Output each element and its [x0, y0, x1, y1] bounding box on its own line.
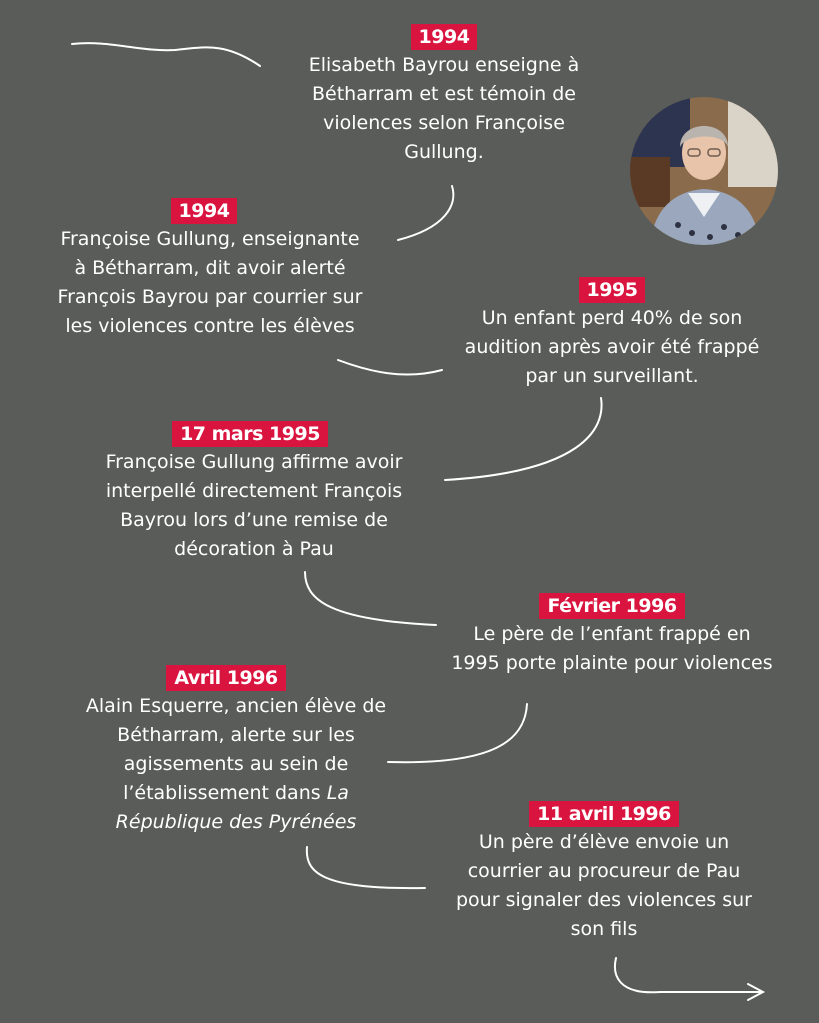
connector-6	[307, 847, 425, 888]
event-description: Un père d’élève envoie un courrier au procureur de Pau pour signaler des violences sur son fils	[456, 831, 752, 940]
event-11-avril-1996	[422, 801, 786, 944]
event-description: Un enfant perd 40% de son audition après avoir été frappé par un surveillant.	[464, 307, 760, 387]
portrait-photo	[630, 97, 778, 245]
connector-4	[305, 572, 436, 625]
date-badge: 1994	[411, 24, 478, 50]
event-1994-gullung-letter	[28, 198, 392, 341]
date-badge: 1995	[579, 277, 646, 303]
connector-start	[72, 43, 260, 66]
date-badge: 11 avril 1996	[529, 801, 679, 827]
date-badge: 1994	[171, 198, 238, 224]
date-badge: Février 1996	[539, 593, 684, 619]
event-avril-1996	[54, 665, 418, 837]
event-description: Françoise Gullung, enseignante à Bétharram, dit avoir alerté François Bayrou par courrier sur les violences contre les élèves	[57, 228, 363, 337]
event-description: Le père de l’enfant frappé en 1995 porte plainte pour violences	[451, 623, 773, 674]
event-description: Françoise Gullung affirme avoir interpellé directement François Bayrou lors d’une remise de décoration à Pau	[105, 451, 403, 560]
connector-end	[615, 958, 762, 992]
connector-2	[338, 360, 442, 375]
event-description: Elisabeth Bayrou enseigne à Bétharram et est témoin de violences selon Françoise Gullung.	[308, 54, 580, 163]
connector-3	[445, 398, 602, 480]
event-fevrier-1996	[430, 593, 794, 678]
connector-1	[398, 186, 453, 240]
date-badge: 17 mars 1995	[172, 421, 328, 447]
event-1995-child-hearing	[430, 277, 794, 391]
event-1994-elisabeth	[262, 24, 626, 167]
event-description: Alain Esquerre, ancien élève de Bétharram, alerte sur les agissements au sein de l’établissement dans La République des Pyrénées	[85, 695, 387, 833]
date-badge: Avril 1996	[166, 665, 285, 691]
event-17-mars-1995	[72, 421, 436, 564]
